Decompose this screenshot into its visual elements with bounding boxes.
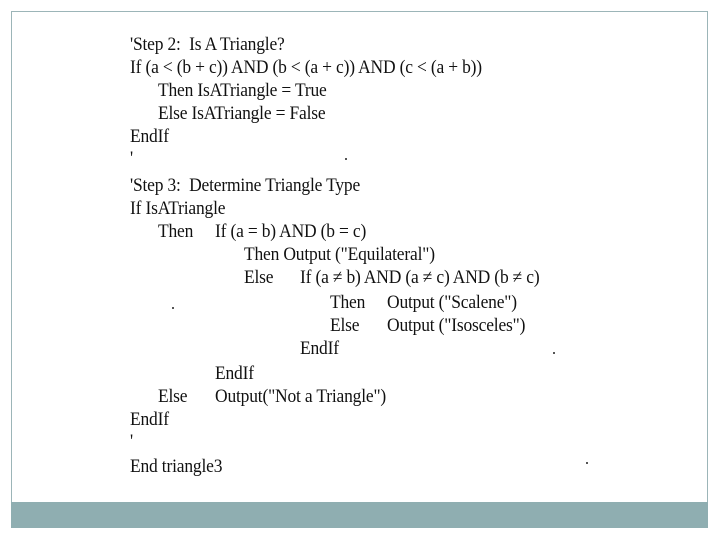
step2-then-line: Then IsATriangle = True — [158, 80, 327, 101]
step2-endif: EndIf — [130, 126, 169, 147]
step3-scalene-output: Output ("Scalene") — [387, 292, 517, 313]
step3-isosceles-output: Output ("Isosceles") — [387, 315, 526, 336]
step3-endif-inner: EndIf — [300, 338, 339, 359]
step3-endif-mid: EndIf — [215, 363, 254, 384]
scan-speck — [586, 462, 588, 464]
end-statement: End triangle3 — [130, 456, 223, 477]
step3-not-triangle-output: Output("Not a Triangle") — [215, 386, 387, 407]
step3-else-keyword-2: Else — [330, 315, 360, 336]
blank-comment-2: ' — [130, 431, 133, 452]
step3-outer-else-keyword: Else — [158, 386, 188, 407]
step3-inner-if: If (a = b) AND (b = c) — [215, 221, 367, 242]
step3-then-keyword: Then — [158, 221, 194, 242]
step3-equilateral-line: Then Output ("Equilateral") — [244, 244, 435, 265]
step3-then-keyword-2: Then — [330, 292, 366, 313]
step2-if-condition: If (a < (b + c)) AND (b < (a + c)) AND (c < (a + b)) — [130, 57, 482, 78]
scan-speck — [172, 307, 174, 309]
step3-else-keyword: Else — [244, 267, 274, 288]
step3-inner-if2: If (a ≠ b) AND (a ≠ c) AND (b ≠ c) — [300, 267, 540, 288]
step3-endif-outer: EndIf — [130, 409, 169, 430]
scan-speck — [345, 158, 347, 160]
scan-speck — [553, 352, 555, 354]
step2-comment: 'Step 2: Is A Triangle? — [130, 34, 285, 55]
step2-else-line: Else IsATriangle = False — [158, 103, 326, 124]
blank-comment-1: ' — [130, 148, 133, 169]
step3-if-line: If IsATriangle — [130, 198, 226, 219]
step3-comment: 'Step 3: Determine Triangle Type — [130, 175, 361, 196]
